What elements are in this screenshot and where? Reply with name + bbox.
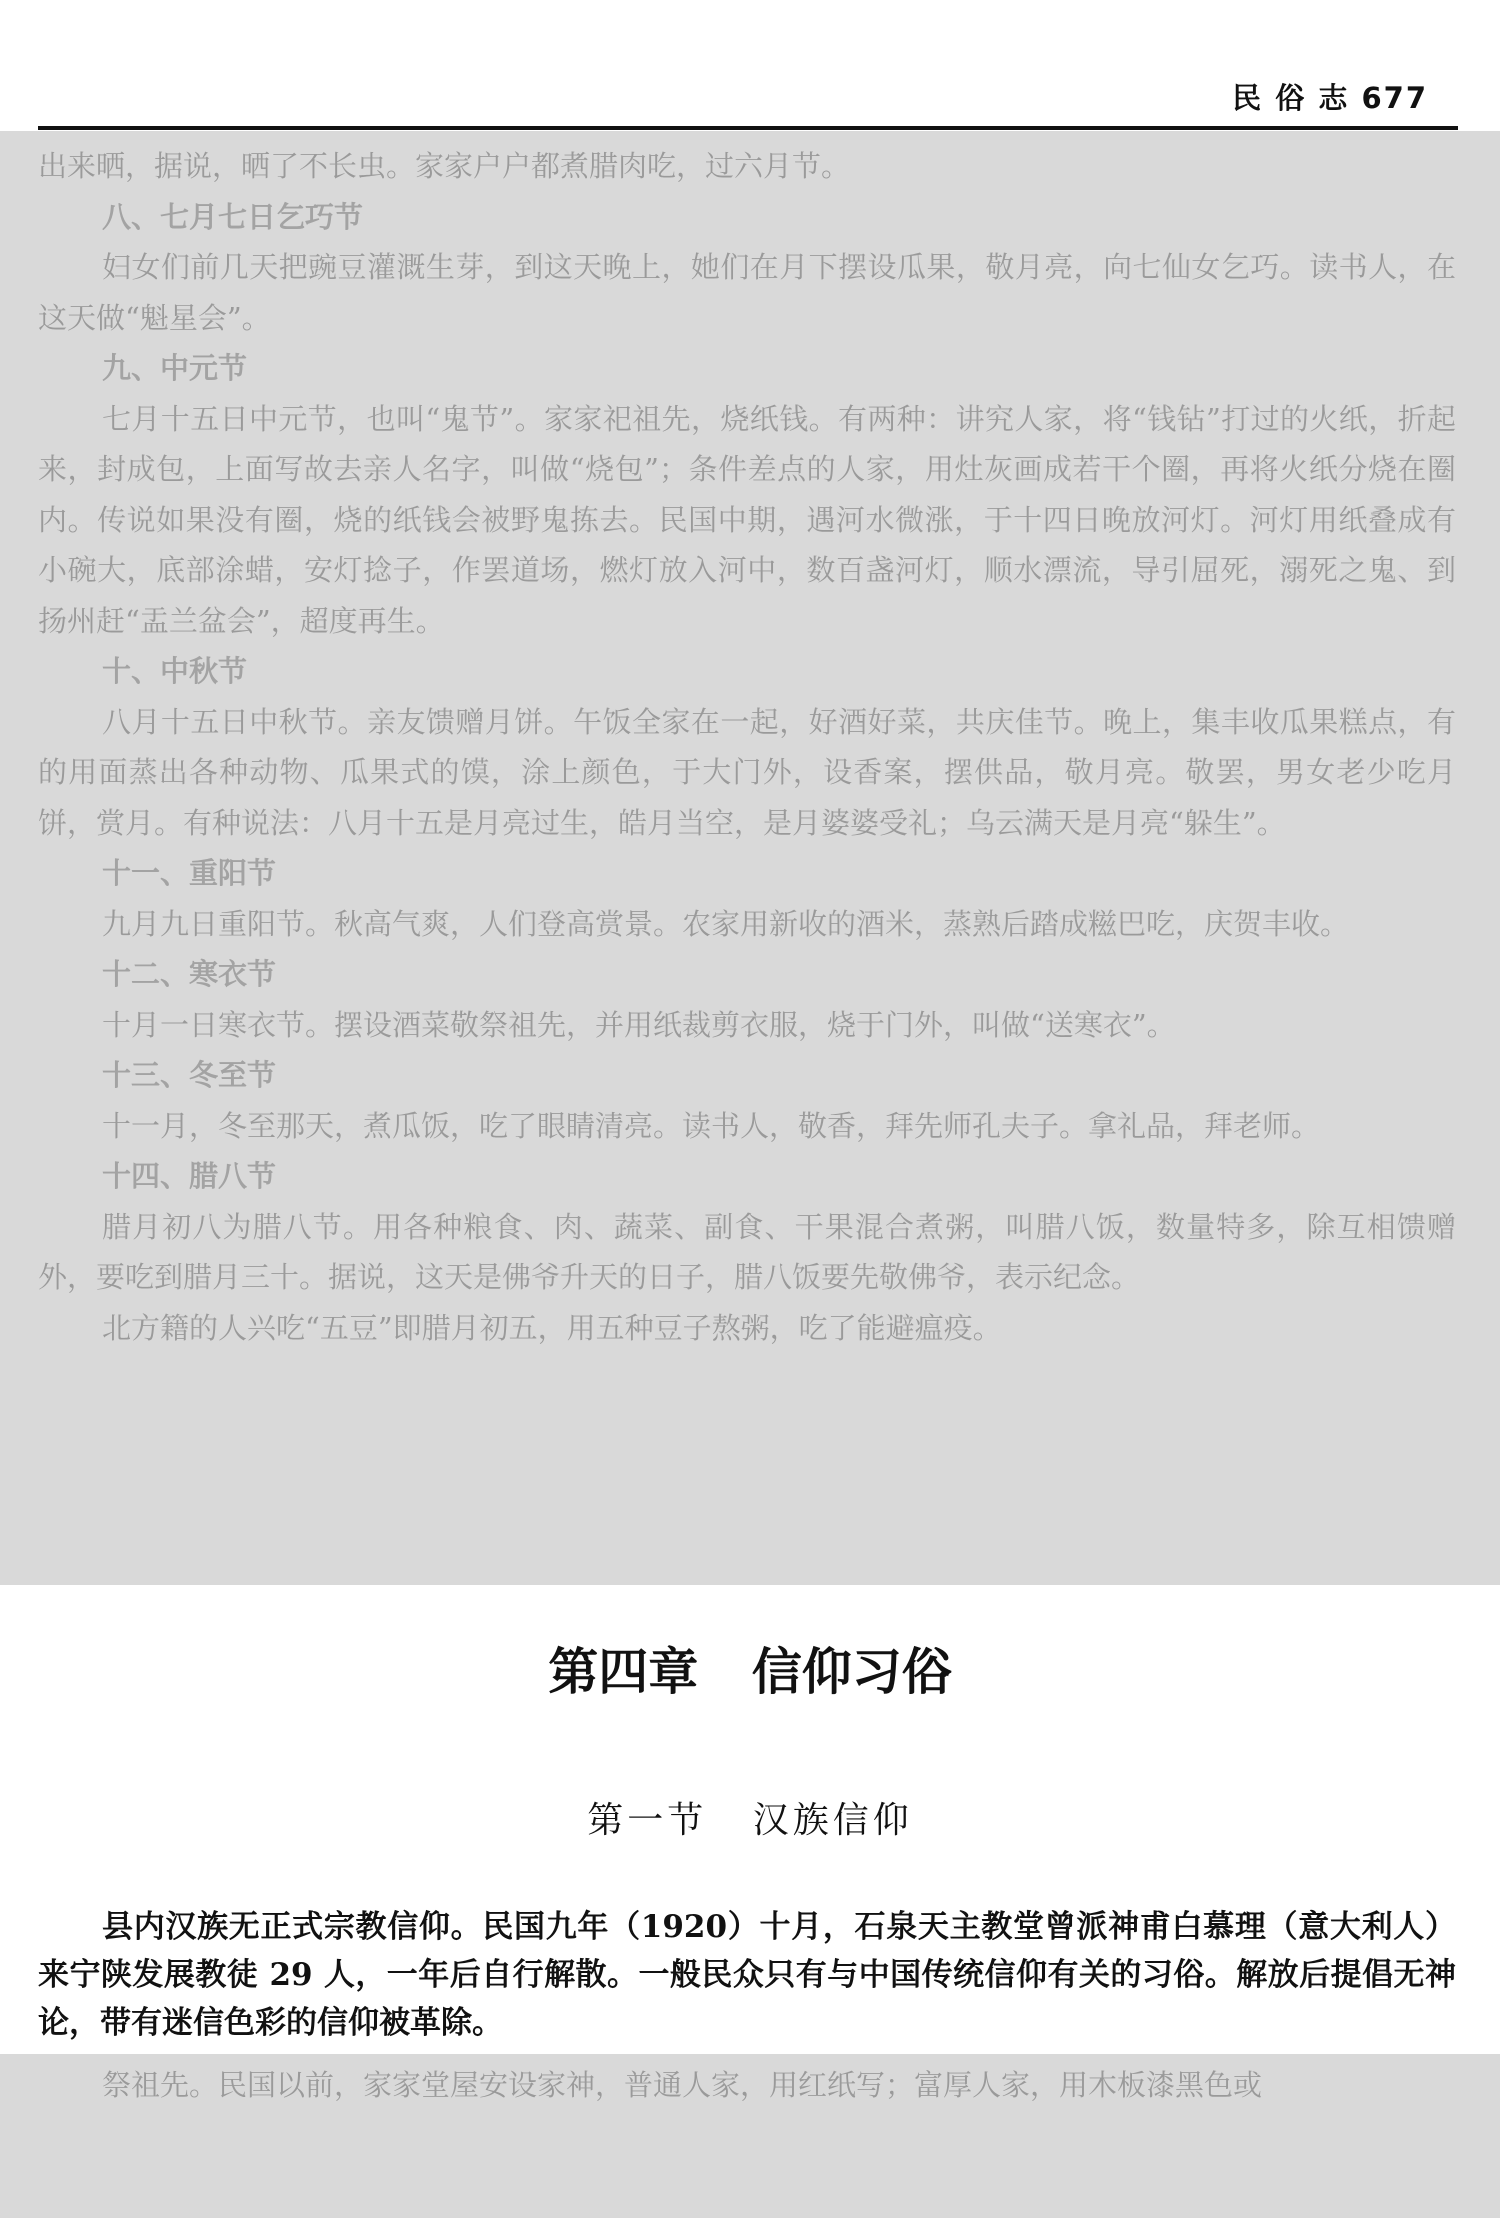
paragraph: 十一月，冬至那天，煮瓜饭，吃了眼睛清亮。读书人，敬香，拜先师孔夫子。拿礼品，拜老师。 (102, 1108, 1321, 1143)
paragraph: 祭祖先。民国以前，家家堂屋安设家神，普通人家，用红纸写；富厚人家，用木板漆黑色或 (102, 2068, 1263, 2102)
chapter-title: 第四章 信仰习俗 (548, 1643, 952, 1701)
subheading: 十、中秋节 (102, 654, 248, 688)
paragraph: 妇女们前几天把豌豆灌溉生芽，到这天晚上，她们在月下摆设瓜果，敬月亮，向七仙女乞巧。读书人，在这天做“魁星会”。 (38, 250, 1456, 335)
festival-section (0, 131, 1500, 1585)
paragraph: 八月十五日中秋节。亲友馈赠月饼。午饭全家在一起，好酒好菜，共庆佳节。晚上，集丰收瓜果糕点，有的用面蒸出各种动物、瓜果式的馍，涂上颜色，于大门外，设香案，摆供品，敬月亮。敬罢，男女老少吃月饼，赏月。有种说法：八月十五是月亮过生，皓月当空，是月婆婆受礼；乌云满天是月亮“躲生”。 (38, 704, 1456, 840)
main-paragraph: 县内汉族无正式宗教信仰。民国九年（1920）十月，石泉天主教堂曾派神甫白慕理（意大利人）来宁陕发展教徒 29 人，一年后自行解散。一般民众只有与中国传统信仰有关的习俗。解放后提倡无神论，带有迷信色彩的信仰被革除。 (38, 1909, 1456, 2041)
subheading: 十三、冬至节 (102, 1058, 277, 1092)
paragraph: 七月十五日中元节，也叫“鬼节”。家家祀祖先，烧纸钱。有两种：讲究人家，将“钱钻”打过的火纸，折起来，封成包，上面写故去亲人名字，叫做“烧包”；条件差点的人家，用灶灰画成若干个圈，再将火纸分烧在圈内。传说如果没有圈，烧的纸钱会被野鬼拣去。民国中期，遇河水微涨，于十四日晚放河灯。河灯用纸叠成有小碗大，底部涂蜡，安灯捻子，作罢道场，燃灯放入河中，数百盏河灯，顺水漂流，导引屈死，溺死之鬼、到扬州赶“盂兰盆会”，超度再生。 (38, 401, 1456, 638)
subheading: 八、七月七日乞巧节 (102, 199, 364, 234)
subheading: 九、中元节 (102, 351, 248, 385)
paragraph: 十月一日寒衣节。摆设酒菜敬祭祖先，并用纸裁剪衣服，烧于门外，叫做“送寒衣”。 (102, 1007, 1176, 1042)
paragraph: 出来晒，据说，晒了不长虫。家家户户都煮腊肉吃，过六月节。 (38, 149, 851, 183)
subheading: 十一、重阳节 (102, 856, 277, 890)
header-rule (38, 126, 1458, 130)
paragraph: 九月九日重阳节。秋高气爽，人们登高赏景。农家用新收的酒米，蒸熟后踏成糍巴吃，庆贺丰收。 (102, 906, 1350, 941)
running-head: 民 俗 志 677 (1232, 81, 1428, 115)
section-title: 第一节 汉族信仰 (587, 1800, 913, 1841)
page-header (0, 0, 1500, 130)
paragraph: 腊月初八为腊八节。用各种粮食、肉、蔬菜、副食、干果混合煮粥，叫腊八饭，数量特多，除互相馈赠外，要吃到腊月三十。据说，这天是佛爷升天的日子，腊八饭要先敬佛爷，表示纪念。 (38, 1209, 1456, 1294)
paragraph: 北方籍的人兴吃“五豆”即腊月初五，用五种豆子熬粥，吃了能避瘟疫。 (102, 1310, 1002, 1345)
subheading: 十二、寒衣节 (102, 957, 277, 991)
continued-section (0, 2054, 1500, 2218)
subheading: 十四、腊八节 (102, 1159, 277, 1193)
